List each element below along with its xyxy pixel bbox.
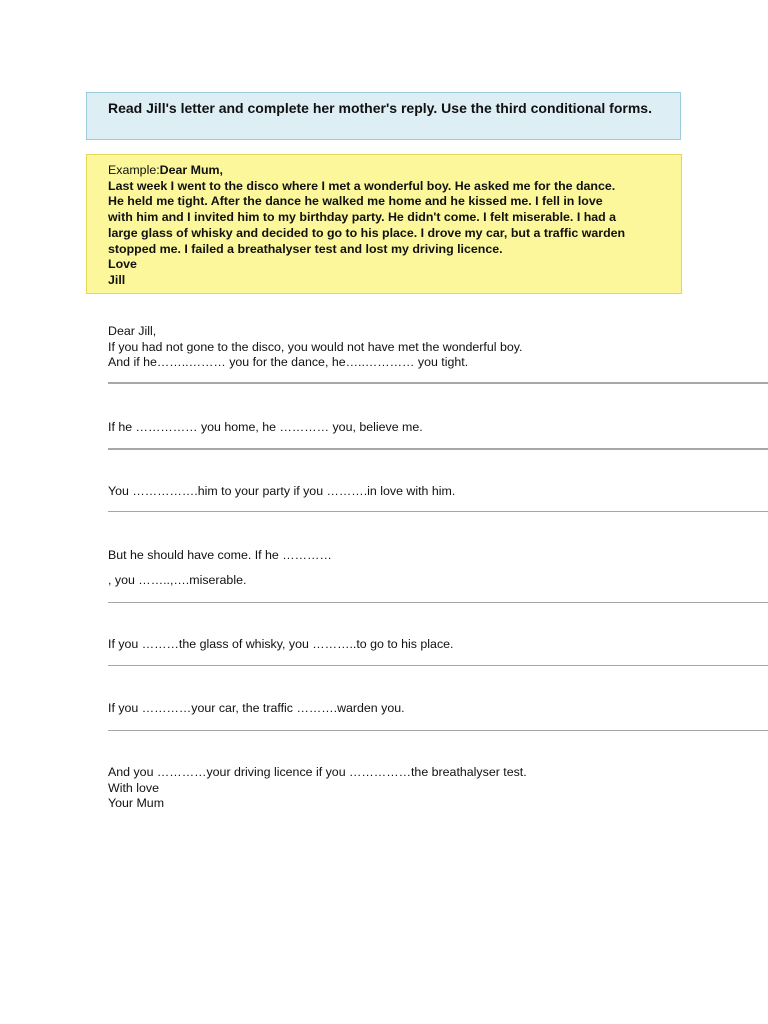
reply-line-1: If you had not gone to the disco, you would not have met the wonderful boy.	[108, 339, 523, 354]
reply-signature: Your Mum	[108, 796, 165, 811]
example-body-line-1: Last week I went to the disco where I met a wonderful boy. He asked me for the dance.	[108, 178, 616, 193]
reply-line-3: If he …………… you home, he ………… you, believe me.	[108, 420, 423, 434]
reply-line-5a: But he should have come. If he …………	[108, 548, 332, 562]
reply-line-4: You …………….him to your party if you ……….in love with him.	[108, 484, 456, 498]
reply-line-6: If you ………the glass of whisky, you ………..to go to his place.	[108, 637, 454, 651]
example-letter-box	[86, 154, 682, 294]
example-salutation: Dear Mum,	[159, 163, 224, 177]
example-label: Example:	[108, 163, 160, 177]
example-body-line-3: with him and I invited him to my birthday party. He didn't come. I felt miserable. I had a	[108, 210, 617, 225]
reply-line-5b: , you ……..,….miserable.	[108, 573, 247, 587]
reply-greeting: Dear Jill,	[108, 324, 157, 338]
example-body-line-2: He held me tight. After the dance he walked me home and he kissed me. I fell in love	[108, 194, 603, 209]
example-closing: Love	[108, 257, 137, 272]
instruction-text: Read Jill's letter and complete her mother's reply. Use the third conditional forms.	[108, 100, 652, 116]
reply-line-8: And you …………your driving licence if you ……………the breathalyser test.	[108, 765, 527, 779]
reply-closing: With love	[108, 780, 159, 795]
answer-rule	[108, 448, 768, 450]
answer-rule	[108, 602, 768, 603]
answer-rule	[108, 730, 768, 731]
example-signature: Jill	[108, 272, 126, 287]
example-body-line-4: large glass of whisky and decided to go to his place. I drove my car, but a traffic warden	[108, 225, 626, 240]
answer-rule	[108, 511, 768, 512]
answer-rule	[108, 382, 768, 384]
reply-block-1	[108, 324, 758, 371]
example-body-line-5: stopped me. I failed a breathalyser test and lost my driving licence.	[108, 241, 503, 256]
reply-block-final	[108, 765, 758, 812]
example-first-line	[108, 163, 673, 179]
reply-line-7: If you …………your car, the traffic ……….warden you.	[108, 701, 405, 715]
instruction-box	[86, 92, 681, 140]
reply-line-2: And if he……..……… you for the dance, he…..………… you tight.	[108, 355, 469, 370]
answer-rule	[108, 665, 768, 666]
